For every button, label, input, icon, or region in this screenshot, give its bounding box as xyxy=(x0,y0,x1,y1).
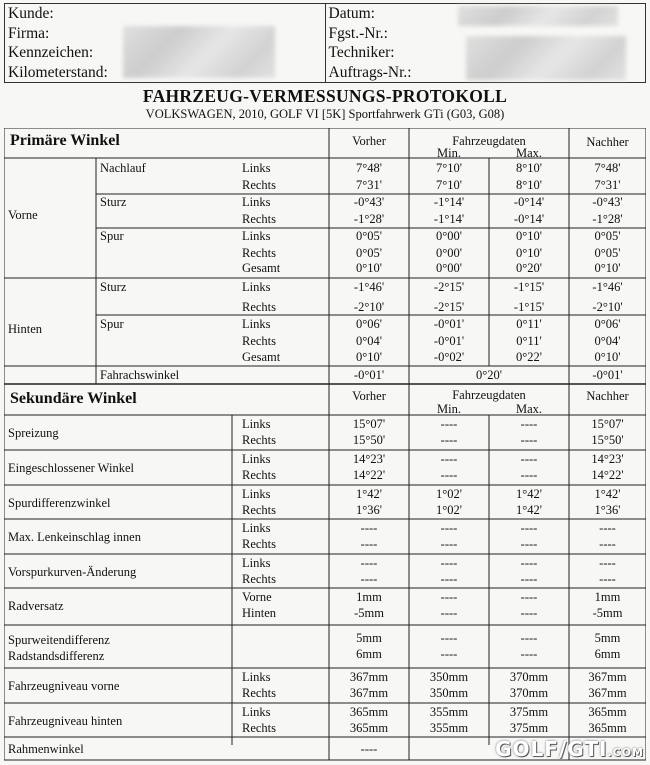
value-min: ---- xyxy=(440,433,458,447)
value-vorher: ---- xyxy=(360,556,378,570)
value-nachher: -0°01' xyxy=(592,368,623,382)
param-label: Radversatz xyxy=(8,599,64,613)
value-nachher: -2°10' xyxy=(592,300,623,314)
value-min: ---- xyxy=(440,417,458,431)
row-side-label: Hinten xyxy=(242,606,277,620)
col-header-max: Max. xyxy=(515,402,543,416)
row-side-label: Rechts xyxy=(242,433,277,447)
row-side-label: Gesamt xyxy=(242,261,281,275)
value-max: 0°22' xyxy=(515,350,543,364)
param-label: Spur xyxy=(100,229,124,243)
value-min: -2°15' xyxy=(433,280,465,294)
value-max: ---- xyxy=(520,537,538,551)
value-vorher: -2°10' xyxy=(353,300,385,314)
value-vorher: 365mm xyxy=(349,721,389,735)
param-label: Spurweitendifferenz xyxy=(8,633,110,647)
value-nachher: 1°42' xyxy=(594,487,621,501)
row-side-label: Rechts xyxy=(242,178,277,192)
value-vorher: 0°05' xyxy=(355,246,383,260)
param-label: Radstandsdifferenz xyxy=(8,649,105,663)
value-max: ---- xyxy=(520,452,538,466)
row-side-label: Rechts xyxy=(242,686,277,700)
row-side-label: Links xyxy=(242,705,271,719)
section-heading-primary: Primäre Winkel xyxy=(10,132,120,149)
header-field-kunde: Kunde: xyxy=(8,5,54,22)
param-label: Fahrzeugniveau hinten xyxy=(8,714,123,728)
value-min: ---- xyxy=(440,452,458,466)
value-nachher: 1°36' xyxy=(594,503,621,517)
value-max: ---- xyxy=(520,417,538,431)
value-max: 0°10' xyxy=(515,229,543,243)
value-vorher: 367mm xyxy=(349,670,389,684)
value-min: ---- xyxy=(440,631,458,645)
value-vorher: -0°01' xyxy=(353,368,385,382)
value-max: ---- xyxy=(520,468,538,482)
row-side-label: Links xyxy=(242,417,271,431)
value-max: ---- xyxy=(520,556,538,570)
row-side-label: Rechts xyxy=(242,212,277,226)
value-vorher: 0°04' xyxy=(355,334,383,348)
value-max: -1°15' xyxy=(513,300,545,314)
value-min: 350mm xyxy=(429,686,469,700)
value-nachher: ---- xyxy=(599,556,616,570)
value-nachher: 0°10' xyxy=(594,261,621,275)
param-label: Max. Lenkeinschlag innen xyxy=(8,530,141,544)
value-max: 375mm xyxy=(509,721,549,735)
row-side-label: Links xyxy=(242,195,271,209)
col-header-vorher: Vorher xyxy=(352,134,386,148)
value-vorher: -5mm xyxy=(354,606,384,620)
value-vorher: -0°43' xyxy=(353,195,385,209)
param-label: Sturz xyxy=(100,195,127,209)
row-side-label: Links xyxy=(242,229,271,243)
value-nachher: 7°48' xyxy=(594,161,621,175)
value-max: -1°15' xyxy=(513,280,545,294)
col-header-nachher: Nachher xyxy=(586,135,629,149)
value-nachher: 1mm xyxy=(594,590,621,604)
value-min: ---- xyxy=(440,647,458,661)
value-nachher: 367mm xyxy=(588,686,627,700)
value-vorher: 7°48' xyxy=(355,161,383,175)
value-nachher: 0°05' xyxy=(594,246,621,260)
value-min: ---- xyxy=(440,606,458,620)
value-nachher: -5mm xyxy=(592,606,623,620)
header-field-kilometerstand: Kilometerstand: xyxy=(8,63,108,81)
col-header-min: Min. xyxy=(437,402,461,416)
col-header-vorher: Vorher xyxy=(352,389,386,403)
value-max: 0°11' xyxy=(516,334,542,348)
watermark-text: GOLF xyxy=(495,737,559,761)
param-label: Spreizung xyxy=(8,426,59,440)
value-max: ---- xyxy=(520,521,538,535)
watermark-text2: GTI xyxy=(567,737,608,761)
col-header-min: Min. xyxy=(437,146,461,160)
value-vorher: 15°50' xyxy=(352,433,386,447)
redacted-block xyxy=(123,26,275,78)
value-vorher: 367mm xyxy=(349,686,389,700)
param-label: Vorspurkurven-Änderung xyxy=(8,565,137,579)
param-label: Spurdifferenzwinkel xyxy=(8,496,111,510)
value-nachher: ---- xyxy=(599,572,616,586)
header-field-auftrags-nr: Auftrags-Nr.: xyxy=(328,63,412,81)
header-field-firma: Firma: xyxy=(8,24,50,42)
value-nachher: 15°50' xyxy=(591,433,624,447)
section-heading-secondary: Sekundäre Winkel xyxy=(10,390,137,407)
value-nachher: -1°28' xyxy=(592,212,623,226)
value-max: 8°10' xyxy=(515,161,543,175)
value-min: -1°14' xyxy=(433,212,465,226)
value-min: ---- xyxy=(440,590,458,604)
value-vorher: 1mm xyxy=(356,590,382,604)
row-side-label: Links xyxy=(242,161,271,175)
value-vorher: 5mm xyxy=(356,631,382,645)
value-nachher: 365mm xyxy=(588,721,627,735)
value-soll: 0°20' xyxy=(475,368,503,382)
param-label: Fahrzeugniveau vorne xyxy=(8,679,120,693)
value-nachher: 367mm xyxy=(588,670,627,684)
golf-gti-watermark-logo: GOLF/GTI.COM xyxy=(495,737,644,761)
redacted-block xyxy=(466,36,626,80)
value-nachher: 6mm xyxy=(594,647,621,661)
value-max: 0°20' xyxy=(515,261,543,275)
value-min: -0°01' xyxy=(433,334,465,348)
value-nachher: ---- xyxy=(599,537,616,551)
row-side-label: Links xyxy=(242,670,271,684)
value-min: 1°02' xyxy=(435,503,463,517)
row-side-label: Rechts xyxy=(242,537,277,551)
header-field-techniker: Techniker: xyxy=(328,44,395,61)
row-side-label: Rechts xyxy=(242,246,277,260)
value-vorher: 1°42' xyxy=(355,487,383,501)
value-max: 370mm xyxy=(509,686,549,700)
value-nachher: 0°06' xyxy=(594,317,621,331)
header-right-column xyxy=(326,4,646,82)
watermark-suffix: .COM xyxy=(607,746,644,759)
col-header-max: Max. xyxy=(515,146,543,160)
param-label: Rahmenwinkel xyxy=(8,742,84,756)
value-min: 0°00' xyxy=(435,229,463,243)
value-vorher: 7°31' xyxy=(355,178,383,192)
redacted-block xyxy=(458,6,618,26)
value-vorher: -1°28' xyxy=(353,212,385,226)
value-vorher: 15°07' xyxy=(352,417,386,431)
value-nachher: 365mm xyxy=(588,705,627,719)
value-max: ---- xyxy=(520,572,538,586)
value-min: 7°10' xyxy=(435,178,463,192)
value-min: ---- xyxy=(440,572,458,586)
value-min: 355mm xyxy=(429,705,469,719)
value-min: ---- xyxy=(440,537,458,551)
value-max: ---- xyxy=(520,590,538,604)
header-field-datum: Datum: xyxy=(328,5,375,22)
value-nachher: 0°05' xyxy=(594,229,621,243)
value-max: -0°14' xyxy=(513,195,545,209)
document-title xyxy=(4,86,646,126)
value-vorher: 0°06' xyxy=(355,317,383,331)
value-min: 7°10' xyxy=(435,161,463,175)
col-header-nachher: Nachher xyxy=(586,389,629,403)
value-vorher: 0°05' xyxy=(355,229,383,243)
value-min: -1°14' xyxy=(433,195,465,209)
row-side-label: Links xyxy=(242,452,271,466)
value-nachher: 14°22' xyxy=(591,468,624,482)
table-grid-lines xyxy=(4,128,646,765)
value-vorher: 1°36' xyxy=(355,503,383,517)
value-min: 1°02' xyxy=(435,487,463,501)
row-side-label: Vorne xyxy=(242,590,272,604)
value-nachher: 5mm xyxy=(594,631,621,645)
row-side-label: Gesamt xyxy=(242,350,281,364)
col-header-fahrzeugdaten: Fahrzeugdaten xyxy=(452,134,526,148)
row-side-label: Links xyxy=(242,280,271,294)
value-vorher: ---- xyxy=(360,521,378,535)
value-min: -0°01' xyxy=(433,317,465,331)
value-min: ---- xyxy=(440,468,458,482)
row-side-label: Rechts xyxy=(242,721,277,735)
row-side-label: Rechts xyxy=(242,572,277,586)
value-vorher: ---- xyxy=(360,572,378,586)
group-label-hinten: Hinten xyxy=(8,322,43,336)
value-nachher: 0°10' xyxy=(594,350,621,364)
header-field-kennzeichen: Kennzeichen: xyxy=(8,44,94,61)
row-side-label: Links xyxy=(242,487,271,501)
value-min: ---- xyxy=(440,556,458,570)
value-vorher: ---- xyxy=(360,742,378,756)
value-nachher: 14°23' xyxy=(591,452,624,466)
param-label: Sturz xyxy=(100,280,127,294)
value-vorher: 365mm xyxy=(349,705,389,719)
row-side-label: Links xyxy=(242,556,271,570)
value-min: 355mm xyxy=(429,721,469,735)
value-max: -0°14' xyxy=(513,212,545,226)
value-max: 0°10' xyxy=(515,246,543,260)
value-vorher: 6mm xyxy=(356,647,382,661)
value-vorher: 14°22' xyxy=(352,468,386,482)
value-min: 0°00' xyxy=(435,261,463,275)
value-max: 0°11' xyxy=(516,317,542,331)
value-nachher: 15°07' xyxy=(591,417,624,431)
vehicle-subtitle: VOLKSWAGEN, 2010, GOLF VI [5K] Sportfahrwerk GTi (G03, G08) xyxy=(145,107,505,121)
param-label: Eingeschlossener Winkel xyxy=(8,461,134,475)
row-side-label: Rechts xyxy=(242,334,277,348)
row-side-label: Rechts xyxy=(242,468,277,482)
row-side-label: Links xyxy=(242,317,271,331)
value-vorher: -1°46' xyxy=(353,280,385,294)
value-max: ---- xyxy=(520,433,538,447)
value-nachher: -0°43' xyxy=(592,195,623,209)
col-header-fahrzeugdaten: Fahrzeugdaten xyxy=(452,388,526,402)
protocol-title: FAHRZEUG-VERMESSUNGS-PROTOKOLL xyxy=(142,86,508,106)
value-nachher: -1°46' xyxy=(592,280,623,294)
value-min: 350mm xyxy=(429,670,469,684)
row-side-label: Rechts xyxy=(242,503,277,517)
value-max: 370mm xyxy=(509,670,549,684)
value-max: 375mm xyxy=(509,705,549,719)
value-nachher: 0°04' xyxy=(594,334,621,348)
value-min: 0°00' xyxy=(435,246,463,260)
value-vorher: 0°10' xyxy=(355,350,383,364)
value-max: ---- xyxy=(520,606,538,620)
header-field-fgst-nr: Fgst.-Nr.: xyxy=(328,24,388,42)
row-side-label: Links xyxy=(242,521,271,535)
customer-header xyxy=(4,3,646,83)
header-left-column xyxy=(5,4,326,82)
value-vorher: 0°10' xyxy=(355,261,383,275)
value-max: 8°10' xyxy=(515,178,543,192)
value-vorher: 14°23' xyxy=(352,452,386,466)
value-min: -2°15' xyxy=(433,300,465,314)
value-nachher: ---- xyxy=(599,521,616,535)
value-vorher: ---- xyxy=(360,537,378,551)
row-side-label: Rechts xyxy=(242,300,277,314)
param-label: Nachlauf xyxy=(100,161,146,175)
value-min: -0°02' xyxy=(433,350,465,364)
param-label-fahrachswinkel: Fahrachswinkel xyxy=(100,368,180,382)
param-label: Spur xyxy=(100,317,124,331)
value-nachher: 7°31' xyxy=(594,178,621,192)
value-max: 1°42' xyxy=(515,487,543,501)
value-max: 1°42' xyxy=(515,503,543,517)
value-max: ---- xyxy=(520,647,538,661)
group-label-vorne: Vorne xyxy=(8,208,38,222)
value-min: ---- xyxy=(440,521,458,535)
value-max: ---- xyxy=(520,631,538,645)
